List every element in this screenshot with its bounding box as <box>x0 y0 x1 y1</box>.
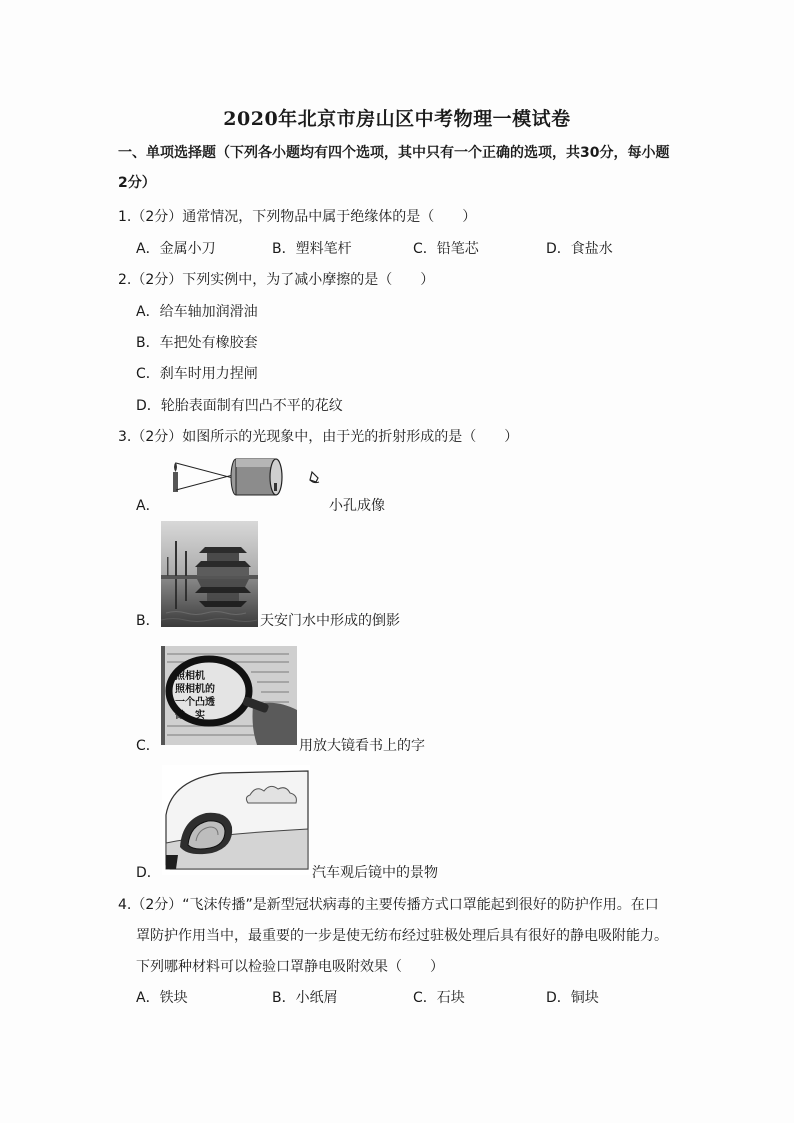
question-1-stem: 1.（2分）通常情况，下列物品中属于绝缘体的是（ ） <box>118 209 477 225</box>
car-mirror-drawing <box>162 765 310 875</box>
magnifier-book-photo <box>161 646 297 745</box>
tiananmen-reflection-photo <box>161 521 258 627</box>
question-4-stem-line-2: 罩防护作用当中，最重要的一步是使无纺布经过驻极处理后具有很好的静电吸附能力。 <box>136 928 668 944</box>
question-2-stem: 2.（2分）下列实例中，为了减小摩擦的是（ ） <box>118 272 435 288</box>
question-4-option-c: C．石块 <box>413 990 465 1006</box>
question-1-option-a: A．金属小刀 <box>136 241 216 257</box>
question-3-option-a-letter: A． <box>136 498 160 514</box>
question-2-option-a: A．给车轴加润滑油 <box>136 304 258 320</box>
question-4-stem-line-3: 下列哪种材料可以检验口罩静电吸附效果（ ） <box>136 959 444 975</box>
question-3-stem: 3.（2分）如图所示的光现象中，由于光的折射形成的是（ ） <box>118 429 519 445</box>
pinhole-camera-figure <box>160 450 330 510</box>
question-3-option-b-caption: 天安门水中形成的倒影 <box>260 613 400 629</box>
question-2-option-d: D．轮胎表面制有凹凸不平的花纹 <box>136 398 343 414</box>
question-3-option-b-letter: B． <box>136 613 160 629</box>
question-3-option-c-caption: 用放大镜看书上的字 <box>299 738 425 754</box>
magnifier-enlarged-text <box>175 670 245 722</box>
pinhole-camera-drawing <box>160 450 330 510</box>
question-4-stem-line-1: 4.（2分）“飞沫传播”是新型冠状病毒的主要传播方式口罩能起到很好的防护作用。在口 <box>118 897 659 913</box>
tiananmen-reflection-drawing <box>161 521 258 627</box>
magnifier-text-line: 照相机的 <box>175 684 215 695</box>
magnifier-text-line: 像，实 <box>175 710 205 721</box>
magnifier-text-line: 一个凸透 <box>175 697 215 708</box>
car-mirror-photo <box>162 765 310 875</box>
question-2-option-b: B．车把处有橡胶套 <box>136 335 258 351</box>
question-4-option-a: A．铁块 <box>136 990 188 1006</box>
question-2-option-c: C．刹车时用力捏闸 <box>136 366 258 382</box>
section-heading-line-2: 2分） <box>118 175 156 191</box>
question-3-option-d-letter: D． <box>136 865 161 881</box>
question-4-option-d: D．铜块 <box>546 990 599 1006</box>
question-3-option-d-caption: 汽车观后镜中的景物 <box>312 865 438 881</box>
question-3-option-a-caption: 小孔成像 <box>329 498 385 514</box>
section-heading-line-1: 一、单项选择题（下列各小题均有四个选项，其中只有一个正确的选项，共30分，每小题 <box>118 145 670 161</box>
section-heading <box>118 138 693 198</box>
question-4-option-b: B．小纸屑 <box>272 990 338 1006</box>
question-3-option-c-letter: C． <box>136 738 160 754</box>
question-1-option-d: D．食盐水 <box>546 241 613 257</box>
page-title: 2020年北京市房山区中考物理一模试卷 <box>223 108 571 130</box>
question-1-option-c: C．铅笔芯 <box>413 241 479 257</box>
magnifier-text-line: 照相机 <box>175 671 205 682</box>
question-1-option-b: B．塑料笔杆 <box>272 241 352 257</box>
